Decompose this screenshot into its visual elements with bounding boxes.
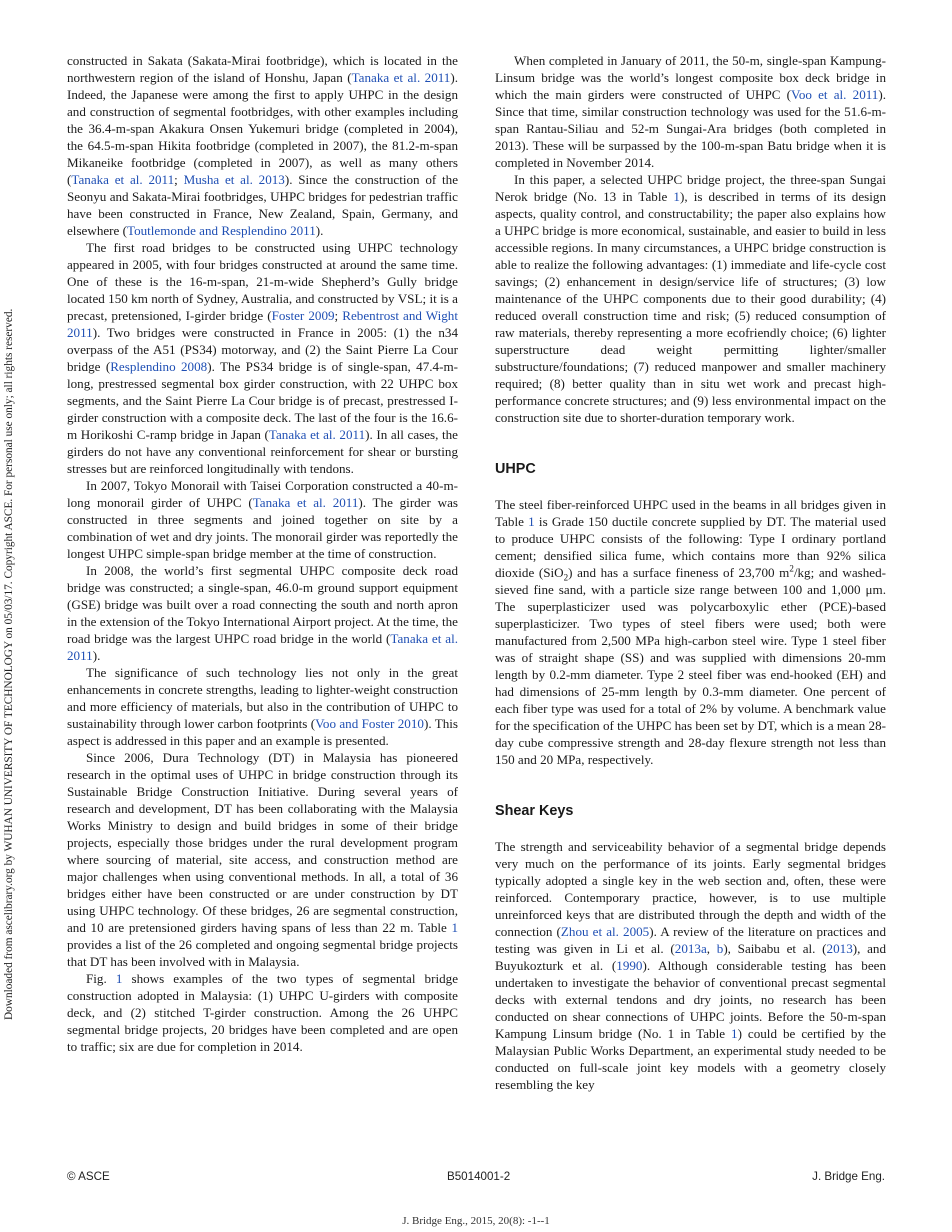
citation-link[interactable]: b <box>716 941 724 956</box>
citation-link[interactable]: Tanaka et al. 2011 <box>351 70 451 85</box>
citation-link[interactable]: Zhou et al. 2005 <box>560 924 650 939</box>
section-heading-uhpc: UHPC <box>495 461 536 477</box>
citation-link[interactable]: Voo and Foster 2010 <box>315 716 424 731</box>
paragraph: constructed in Sakata (Sakata-Mirai footbridge), which is located in the northwestern region of the island of Honshu, Japan (Tanaka et al. 2011). Indeed, the Japanese were among the first to apply UHPC in the design and construction of segmental footbridges, with other examples including the 36.4-m-span Akakura Onsen Yukemuri bridge (completed in 2004), the 64.5-m-span Hikita footbridge (completed in 2007), the 81.2-m-span Mikaneike footbridge (completed in 2007), as well as many others (Tanaka et al. 2011; Musha et al. 2013). Since the construction of the Seonyu and Sakata-Mirai footbridges, UHPC bridges for pedestrian traffic have been constructed in France, New Zealand, Spain, Germany, and elsewhere (Toutlemonde and Resplendino 2011). <box>67 53 459 238</box>
footer-article-id: B5014001-2 <box>447 1170 511 1183</box>
citation-link[interactable]: 2013a <box>674 941 707 956</box>
paragraph: The first road bridges to be constructed using UHPC technology appeared in 2005, with four bridges constructed at around the same time. One of these is the 16-m-span, 21-m-wide Shepherd’s Gully bridge located 150 km north of Sydney, Australia, and constructed by VSL; it is a precast, pretensioned, I-girder bridge (Foster 2009; Rebentrost and Wight 2011). Two bridges were constructed in France in 2005: (1) the n34 overpass of the A51 (PS34) motorway, and (2) the Saint Pierre La Cour bridge (Resplendino 2008). The PS34 bridge is of single-span, 47.4-m-long, prestressed segmental box girder construction, with 22 UHPC box segments, and the Saint Pierre La Cour bridge is of precast, prestressed I-girder construction with a composite deck. The last of the four is the 16.6-m Horikoshi C-ramp bridge in Japan (Tanaka et al. 2011). In all cases, the girders do not have any conventional reinforcement for shear or bursting stresses but are reinforced longitudinally with tendons. <box>67 240 458 476</box>
paragraph: The strength and serviceability behavior of a segmental bridge depends very much on the performance of its joints. Early segmental bridges typically adopted a single key in the web section and, often, these were reinforced. Contemporary practice, however, is to use multiple unreinforced keys that are distributed through the depth and width of the connection (Zhou et al. 2005). A review of the literature on practices and testing was given in Li et al. (2013a, b), Saibabu et al. (2013), and Buyukozturk et al. (1990). Although considerable testing has been undertaken to investigate the behavior of conventional precast segmental decks with external tendons and dry joints, no research has been conducted on shear connections of UHPC joints. Before the 50-m-span Kampung Linsum bridge (No. 1 in Table 1) could be certified by the Malaysian Public Works Department, an experimental study needed to be conducted on full-scale joint key models with a geometry closely resembling the key <box>495 839 886 1092</box>
citation-link[interactable]: Rebentrost and Wight 2011 <box>67 308 458 340</box>
citation-link[interactable]: 2013 <box>826 941 853 956</box>
page-footer <box>67 1170 885 1186</box>
paragraph: In 2008, the world’s first segmental UHPC composite deck road bridge was constructed; a single-span, 46.0-m ground support equipment (GSE) bridge was built over a road connecting the south and north apron in the extension of the Tokyo International Airport project. At the time, the road bridge was the largest UHPC road bridge in the world (Tanaka et al. 2011). <box>67 563 458 663</box>
citation-link[interactable]: Voo et al. 2011 <box>791 87 879 102</box>
left-column <box>67 52 458 1055</box>
citation-line: J. Bridge Eng., 2015, 20(8): -1--1 <box>402 1215 550 1227</box>
table-ref-link[interactable]: 1 <box>451 920 458 935</box>
paragraph: The significance of such technology lies not only in the great enhancements in concrete strengths, leading to lighter-weight construction and more efficiency of materials, but also in the contribution of UHPC to sustainability through lower carbon footprints (Voo and Foster 2010). This aspect is addressed in this paper and an example is presented. <box>67 665 458 748</box>
figure-ref-link[interactable]: 1 <box>115 971 123 986</box>
citation-link[interactable]: 1990 <box>616 958 643 973</box>
paragraph: In this paper, a selected UHPC bridge project, the three-span Sungai Nerok bridge (No. 13 in Table 1), is described in terms of its design aspects, quality control, and constructability; the paper also explains how a UHPC bridge is more economical, sustainable, and easier to build in less accessible regions. In many circumstances, a UHPC bridge construction is able to realize the following advantages: (1) immediate and life-cycle cost savings; (2) enhancement in design/service life of structures; (3) low maintenance of the UHPC components due to their good durability; (4) reduced overall construction time and risk; (5) reduced consumption of raw materials, thereby representing a more ecofriendly choice; (6) lighter superstructure dead weight permitting lighter/smaller substructure/foundations; (7) reduced manpower and smaller machinery required; (8) better quality than in situ wet work and precast high-performance concrete structures; and (9) less environmental impact on the construction site due to shorter-duration temporary work. <box>495 172 886 425</box>
download-notice <box>2 32 18 1032</box>
citation-link[interactable]: Tanaka et al. 2011 <box>67 631 458 663</box>
citation-link[interactable]: Tanaka et al. 2011 <box>268 427 366 442</box>
download-notice-text: Downloaded from ascelibrary.org by WUHAN UNIVERSITY OF TECHNOLOGY on 05/03/17. Copyright ASCE. For personal use only; all rights reserved. <box>3 308 15 1020</box>
citation-link[interactable]: Resplendino 2008 <box>110 359 208 374</box>
table-ref-link[interactable]: 1 <box>731 1026 738 1041</box>
citation-link[interactable]: Toutlemonde and Resplendino 2011 <box>126 223 316 238</box>
paragraph: When completed in January of 2011, the 50-m, single-span Kampung-Linsum bridge was the world’s longest composite box deck bridge in which the main girders were constructed of UHPC (Voo et al. 2011). Since that time, similar construction technology was used for the 51.6-m-span Rantau-Siliau and 52-m Sungai-Ara bridges (both completed in 2013). These will be surpassed by the 100-m-span Batu bridge when it is completed in November 2014. <box>495 53 886 170</box>
citation-link[interactable]: Tanaka et al. 2011 <box>71 172 175 187</box>
table-ref-link[interactable]: 1 <box>673 189 680 204</box>
paragraph: Since 2006, Dura Technology (DT) in Malaysia has pioneered research in the optimal uses of UHPC in bridge construction through its Sustainable Bridge Construction Initiative. During several years of research and development, DT has been collaborating with the Malaysia Works Ministry to design and build bridges in some of their bridge projects, especially those bridges under the rural development program where sourcing of material, site access, and construction method are major challenges when using conventional methods. In all, a total of 36 bridges either have been constructed or are under construction by DT using UHPC technology. Of these bridges, 26 are segmental construction, and 10 are pretensioned girders having spans of less than 22 m. Table 1 provides a list of the 26 completed and ongoing segmental bridge projects that DT has been involved with in Malaysia. <box>67 750 458 969</box>
section-heading-shear-keys: Shear Keys <box>495 803 574 819</box>
paragraph: In 2007, Tokyo Monorail with Taisei Corporation constructed a 40-m-long monorail girder of UHPC (Tanaka et al. 2011). The girder was constructed in three segments and joined together on site by a combination of wet and dry joints. The monorail girder was reportedly the longest UHPC simple-span bridge member at the time of construction. <box>67 478 458 561</box>
right-column <box>495 52 886 1093</box>
table-ref-link[interactable]: 1 <box>528 514 535 529</box>
citation-link[interactable]: Musha et al. 2013 <box>183 172 285 187</box>
footer-journal: J. Bridge Eng. <box>812 1170 885 1183</box>
footer-copyright: © ASCE <box>67 1170 110 1183</box>
paragraph: The steel fiber-reinforced UHPC used in the beams in all bridges given in Table 1 is Grade 150 ductile concrete supplied by DT. The material used to produce UHPC consists of the following: Type I ordinary portland cement; densified silica fume, which contains more than 92% silica dioxide (SiO$_2$) and has a surface fineness of 23,700 $m^2/kg$; and washed-sieved fine sand, with a particle size range between 100 and 1,000 μm. The superplasticizer used was polycarboxylic ether (PCE)-based superplasticizer. Two types of steel fibers were used; both were manufactured from 2,500 MPa high-carbon steel wire. Type 1 steel fiber was of straight shape (SS) and was supplied with dimensions 20-mm length by 0.2-mm diameter. Type 2 steel fiber was end-hooked (EH) and had dimensions of 25-mm length by 0.3-mm diameter. One percent of each fiber type was used for a total of 2% by volume. A benchmark value for the specification of the UHPC has been set by DT, which is a mean 28-day cube compressive strength and 28-day flexure strength not less than 150 and 20 MPa, respectively. <box>495 497 887 767</box>
citation-link[interactable]: Tanaka et al. 2011 <box>252 495 359 510</box>
paragraph: Fig. 1 shows examples of the two types of segmental bridge construction adopted in Malaysia: (1) UHPC U-girders with composite deck, and (2) stitched T-girder construction. Among the 26 UHPC segmental bridge projects, 20 bridges have been completed and are open to traffic; six are due for completion in 2014. <box>67 971 459 1054</box>
citation-link[interactable]: Foster 2009 <box>271 308 335 323</box>
